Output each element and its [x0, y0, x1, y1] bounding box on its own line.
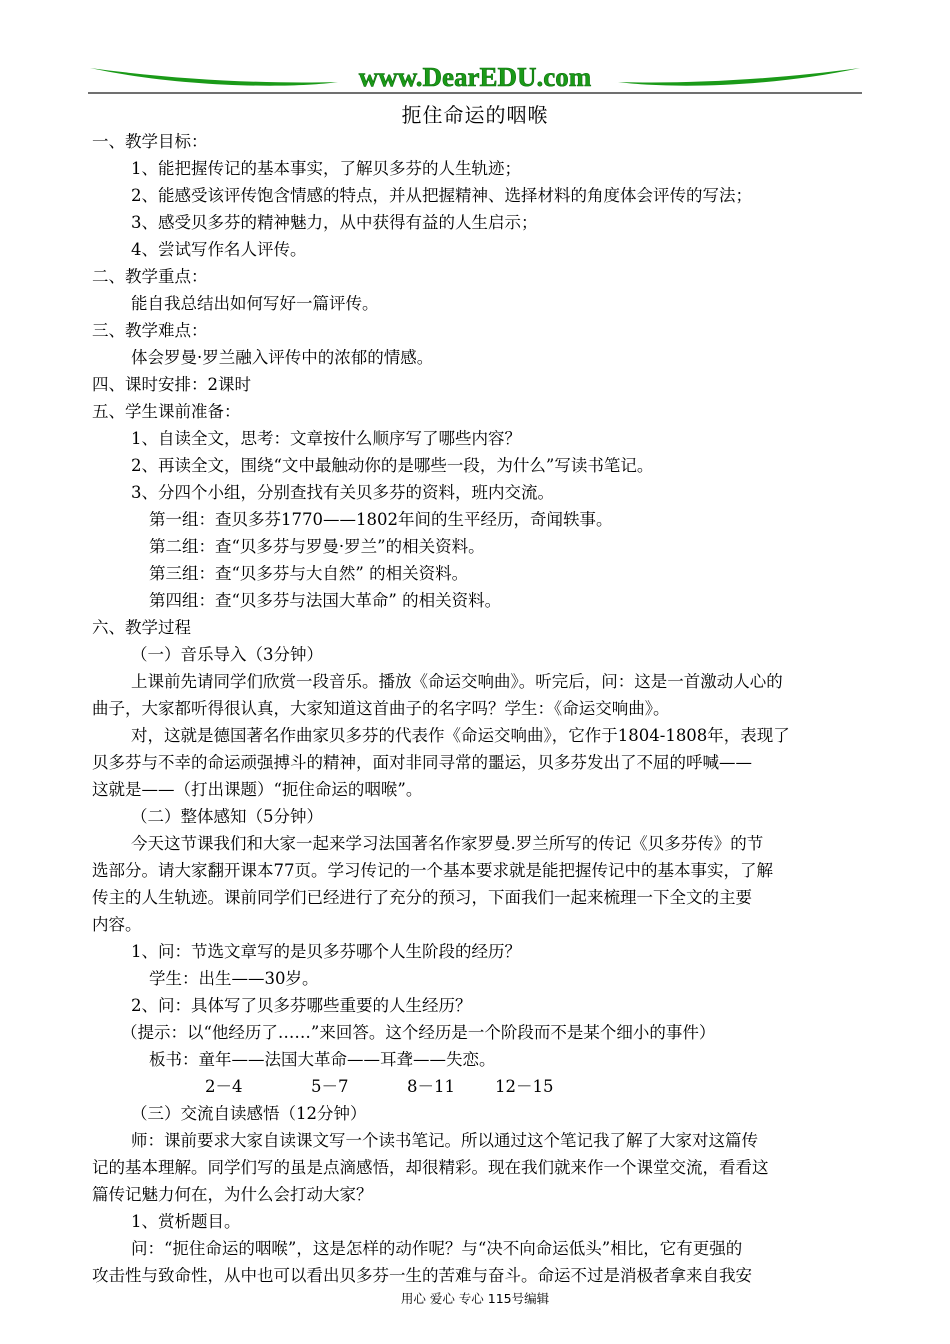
body-line: 上课前先请同学们欣赏一段音乐。播放《命运交响曲》。听完后，问：这是一首激动人心的: [131, 672, 783, 691]
body-line: 这就是——（打出课题）“扼住命运的咽喉”。: [92, 780, 423, 799]
age-range: 12－15: [495, 1077, 554, 1096]
body-line: 曲子，大家都听得很认真，大家知道这首曲子的名字吗？学生：《命运交响曲》。: [92, 699, 670, 718]
body-line: 贝多芬与不幸的命运顽强搏斗的精神，面对非同寻常的噩运，贝多芬发出了不屈的呼喊——: [92, 753, 752, 772]
body-line: 2、问：具体写了贝多芬哪些重要的人生经历？: [131, 996, 472, 1015]
banner-swoosh-graphic: [88, 56, 862, 96]
section-heading: 五、学生课前准备：: [92, 402, 241, 421]
page-footer: 用心 爱心 专心 115号编辑: [400, 1291, 550, 1306]
subsection-heading: （一）音乐导入（3分钟）: [131, 645, 323, 664]
site-logo-text: www.DearEDU.com: [358, 62, 592, 92]
body-line: 1、问：节选文章写的是贝多芬哪个人生阶段的经历？: [131, 942, 521, 961]
body-line: 1、自读全文，思考：文章按什么顺序写了哪些内容？: [131, 429, 521, 448]
body-line: 问：“扼住命运的咽喉”，这是怎样的动作呢？与“决不向命运低头”相比，它有更强的: [131, 1239, 743, 1258]
body-line: 2、能感受该评传饱含情感的特点，并从把握精神、选择材料的角度体会评传的写法；: [131, 186, 752, 205]
body-line: （提示：以“他经历了……”来回答。这个经历是一个阶段而不是某个细小的事件）: [121, 1023, 716, 1042]
body-line: 4、尝试写作名人评传。: [131, 240, 307, 259]
body-line: 学生：出生——30岁。: [149, 969, 319, 988]
body-line: 2、再读全文，围绕“文中最触动你的是哪些一段，为什么”写读书笔记。: [131, 456, 654, 475]
age-range: 8－11: [407, 1077, 455, 1096]
section-heading: 二、教学重点：: [92, 267, 208, 286]
subsection-heading: （二）整体感知（5分钟）: [131, 807, 323, 826]
body-line: 1、能把握传记的基本事实，了解贝多芬的人生轨迹；: [131, 159, 521, 178]
body-line: 1、赏析题目。: [131, 1212, 241, 1231]
body-line: 对，这就是德国著名作曲家贝多芬的代表作《命运交响曲》，它作于1804-1808年，表现了: [131, 726, 790, 745]
section-heading: 一、教学目标：: [92, 132, 208, 151]
age-range: 2－4: [205, 1077, 243, 1096]
body-line: 内容。: [92, 915, 142, 934]
body-line: 板书：童年——法国大革命——耳聋——失恋。: [149, 1050, 496, 1069]
section-heading: 四、课时安排：2课时: [92, 375, 251, 394]
section-heading: 六、教学过程: [92, 618, 191, 637]
body-line: 师：课前要求大家自读课文写一个读书笔记。所以通过这个笔记我了解了大家对这篇传: [131, 1131, 758, 1150]
body-line: 记的基本理解。同学们写的虽是点滴感悟，却很精彩。现在我们就来作一个课堂交流，看看这: [92, 1158, 769, 1177]
document-title: 扼住命运的咽喉: [401, 103, 549, 127]
body-line: 篇传记魅力何在，为什么会打动大家？: [92, 1185, 373, 1204]
body-line: 能自我总结出如何写好一篇评传。: [131, 294, 379, 313]
body-line: 体会罗曼·罗兰融入评传中的浓郁的情感。: [131, 348, 434, 367]
age-range: 5－7: [311, 1077, 349, 1096]
body-line: 第二组：查“贝多芬与罗曼·罗兰”的相关资料。: [149, 537, 485, 556]
body-line: 第一组：查贝多芬1770——1802年间的生平经历，奇闻轶事。: [149, 510, 613, 529]
body-line: 攻击性与致命性，从中也可以看出贝多芬一生的苦难与奋斗。命运不过是消极者拿来自我安: [92, 1266, 752, 1285]
body-line: 第四组：查“贝多芬与法国大革命” 的相关资料。: [149, 591, 502, 610]
body-line: 3、分四个小组，分别查找有关贝多芬的资料，班内交流。: [131, 483, 554, 502]
site-banner: [88, 56, 862, 96]
subsection-heading: （三）交流自读感悟（12分钟）: [131, 1104, 367, 1123]
body-line: 第三组：查“贝多芬与大自然” 的相关资料。: [149, 564, 469, 583]
body-line: 选部分。请大家翻开课本77页。学习传记的一个基本要求就是能把握传记中的基本事实，了解: [92, 861, 773, 880]
body-line: 传主的人生轨迹。课前同学们已经进行了充分的预习，下面我们一起来梳理一下全文的主要: [92, 888, 752, 907]
body-line: 3、感受贝多芬的精神魅力，从中获得有益的人生启示；: [131, 213, 538, 232]
body-line: 今天这节课我们和大家一起来学习法国著名作家罗曼.罗兰所写的传记《贝多芬传》的节: [131, 834, 764, 853]
section-heading: 三、教学难点：: [92, 321, 208, 340]
